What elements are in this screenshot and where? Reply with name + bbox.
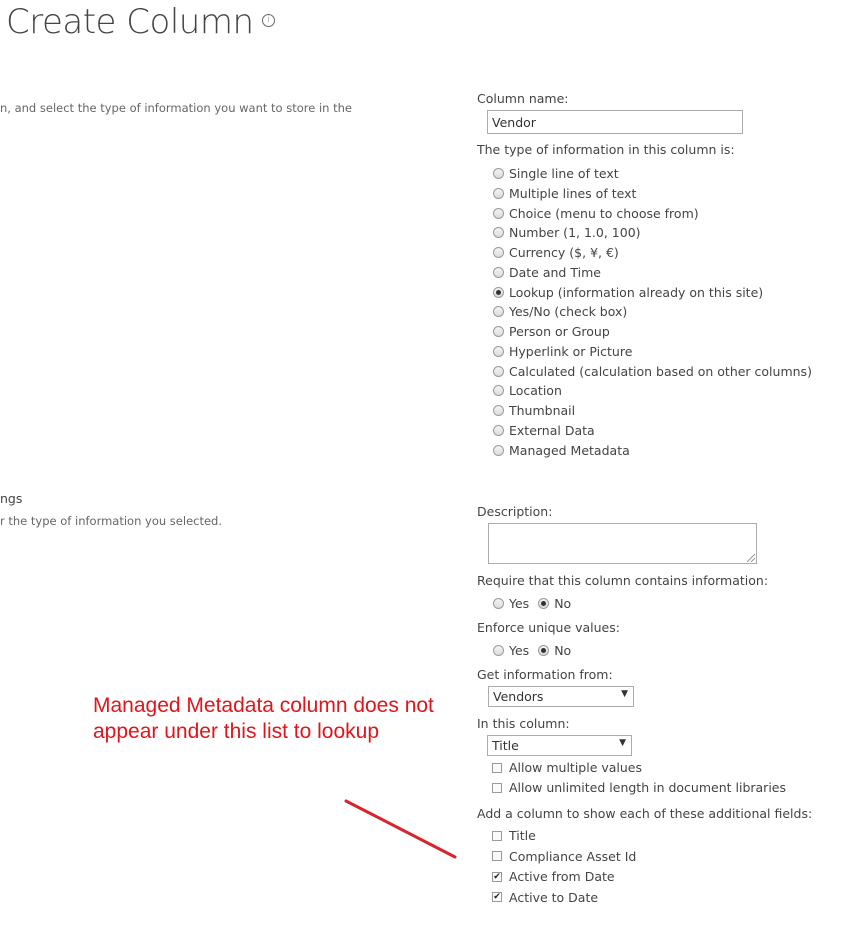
require-no-label: No <box>554 596 572 611</box>
allow-multiple-label: Allow multiple values <box>509 760 643 775</box>
type-option-label: Thumbnail <box>509 403 576 418</box>
additional-field-option[interactable] <box>492 849 636 864</box>
type-option-label: Person or Group <box>509 324 610 339</box>
type-option-label: Multiple lines of text <box>509 185 637 201</box>
type-radio[interactable] <box>493 287 504 298</box>
page-title <box>6 2 275 42</box>
allow-unlimited-option[interactable] <box>492 780 786 795</box>
type-option[interactable] <box>493 206 699 221</box>
allow-unlimited-checkbox[interactable] <box>492 783 502 793</box>
type-radio[interactable] <box>493 366 504 377</box>
type-option[interactable] <box>493 265 601 280</box>
type-option[interactable] <box>493 364 812 379</box>
require-yes-label: Yes <box>509 596 530 611</box>
annotation-line-1: Managed Metadata column does not <box>93 694 434 717</box>
column-name-input[interactable] <box>487 110 743 134</box>
type-radio[interactable] <box>493 306 504 317</box>
get-info-select[interactable] <box>488 686 634 707</box>
additional-field-option[interactable] <box>492 828 536 843</box>
additional-field-checkbox[interactable]: ✔ <box>493 892 501 902</box>
unique-no-label: No <box>554 643 572 658</box>
type-option[interactable] <box>493 443 630 458</box>
type-option[interactable] <box>493 166 619 181</box>
in-column-value: Title <box>492 738 519 753</box>
type-option[interactable] <box>493 285 763 300</box>
type-option[interactable] <box>493 344 632 359</box>
annotation-text <box>93 693 434 745</box>
unique-yes-label: Yes <box>509 643 530 658</box>
type-radio[interactable] <box>493 445 504 456</box>
additional-fields-label: Add a column to show each of these additional fields: <box>477 806 813 821</box>
type-option-label: Currency ($, ¥, €) <box>509 245 619 260</box>
type-option-label: Number (1, 1.0, 100) <box>509 225 641 241</box>
type-option-label: Choice (menu to choose from) <box>509 205 699 221</box>
type-radio[interactable] <box>493 188 504 199</box>
description-label: Description: <box>477 504 553 519</box>
type-radio[interactable] <box>493 267 504 278</box>
dropdown-arrow-icon: ▼ <box>619 738 626 748</box>
type-option[interactable] <box>493 304 627 319</box>
type-option[interactable] <box>493 403 575 418</box>
get-info-value: Vendors <box>493 689 544 704</box>
type-radio[interactable] <box>493 425 504 436</box>
type-option[interactable] <box>493 383 562 398</box>
unique-option-row[interactable] <box>493 643 571 658</box>
type-radio[interactable] <box>493 326 504 337</box>
additional-field-checkbox[interactable] <box>492 851 502 861</box>
require-no-radio[interactable] <box>538 598 549 609</box>
get-info-label: Get information from: <box>477 667 613 682</box>
additional-field-label: Title <box>509 828 536 843</box>
additional-field-label: Active from Date <box>509 869 615 884</box>
type-option-label: External Data <box>509 422 595 438</box>
info-icon[interactable]: i <box>262 14 275 27</box>
type-option[interactable] <box>493 324 610 339</box>
unique-no-radio[interactable] <box>538 645 549 656</box>
in-column-select[interactable] <box>487 735 632 756</box>
description-textarea[interactable] <box>488 523 757 564</box>
type-option-label: Yes/No (check box) <box>509 304 628 320</box>
type-option[interactable] <box>493 186 636 201</box>
additional-field-checkbox[interactable]: ✔ <box>493 871 501 882</box>
additional-field-label: Compliance Asset Id <box>509 848 637 864</box>
allow-multiple-checkbox[interactable] <box>492 763 502 773</box>
name-type-description: n, and select the type of information you want to store in the <box>0 101 353 115</box>
column-name-label: Column name: <box>477 91 569 106</box>
allow-multiple-option[interactable] <box>492 760 642 775</box>
type-option-label: Managed Metadata <box>509 442 630 458</box>
type-label: The type of information in this column is: <box>477 142 735 157</box>
type-option[interactable] <box>493 225 641 240</box>
additional-field-checkbox[interactable] <box>492 831 502 841</box>
type-option-label: Single line of text <box>509 166 619 181</box>
type-option-label: Lookup (information already on this site) <box>509 284 764 300</box>
type-option-label: Calculated (calculation based on other columns) <box>509 363 812 379</box>
additional-field-option[interactable] <box>492 890 598 905</box>
additional-field-label: Active to Date <box>509 889 599 905</box>
unique-label: Enforce unique values: <box>477 620 620 635</box>
in-column-label: In this column: <box>477 716 570 731</box>
type-option-label: Date and Time <box>509 264 601 280</box>
page-title-text: Create Column <box>6 2 254 42</box>
annotation-line-2: appear under this list to lookup <box>93 720 380 743</box>
require-label: Require that this column contains information: <box>477 573 769 588</box>
type-radio[interactable] <box>493 168 504 179</box>
settings-description: r the type of information you selected. <box>0 514 223 528</box>
dropdown-arrow-icon: ▼ <box>621 689 628 699</box>
type-radio[interactable] <box>493 208 504 219</box>
annotation-arrow <box>340 795 465 865</box>
arrow-line <box>346 801 455 857</box>
settings-heading: ngs <box>0 491 23 506</box>
type-radio[interactable] <box>493 247 504 258</box>
allow-unlimited-label: Allow unlimited length in document libraries <box>509 780 787 795</box>
type-radio[interactable] <box>493 346 504 357</box>
type-radio[interactable] <box>493 227 504 238</box>
type-radio[interactable] <box>493 385 504 396</box>
type-option[interactable] <box>493 245 619 260</box>
resize-grip-icon[interactable] <box>747 554 755 562</box>
type-option[interactable] <box>493 423 595 438</box>
additional-field-option[interactable] <box>492 869 615 884</box>
require-yes-radio[interactable] <box>493 598 504 609</box>
type-radio[interactable] <box>493 405 504 416</box>
type-option-label: Location <box>509 383 562 399</box>
require-yes-option[interactable] <box>493 596 571 611</box>
type-option-label: Hyperlink or Picture <box>509 343 633 359</box>
unique-yes-radio[interactable] <box>493 645 504 656</box>
